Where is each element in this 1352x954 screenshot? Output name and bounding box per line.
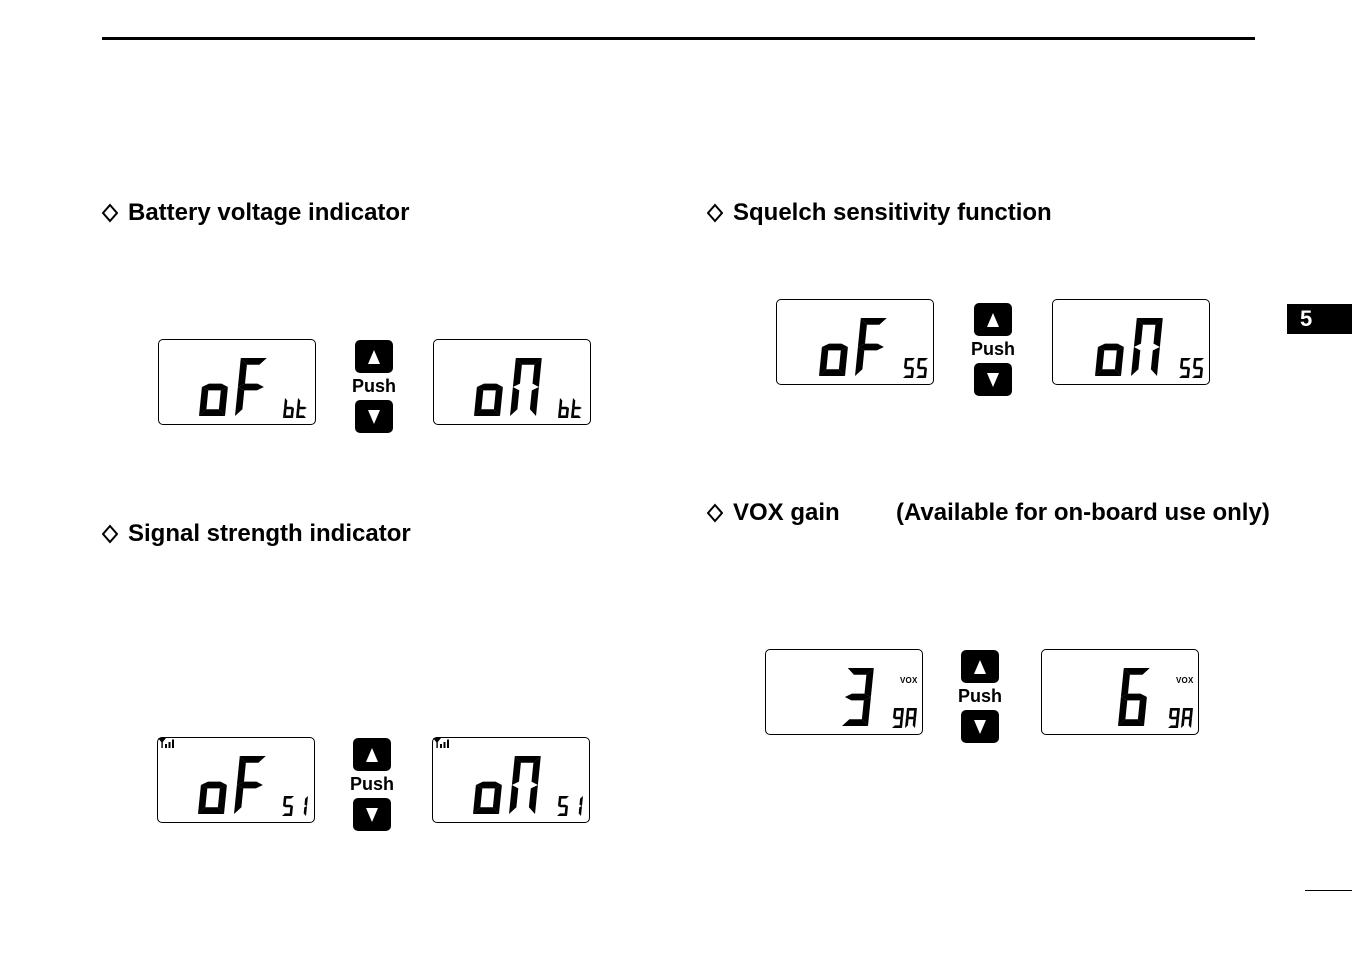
lcd-segment <box>559 398 562 408</box>
vox-heading <box>707 499 840 527</box>
push-label: Push <box>957 686 1002 706</box>
up-key-button[interactable] <box>355 340 393 373</box>
lcd-sub-readout <box>766 650 924 736</box>
push-label: Push <box>351 376 396 396</box>
vox-indicator-label: VOX <box>1176 676 1194 685</box>
lcd-sub-readout <box>434 340 592 426</box>
up-key-button[interactable] <box>974 303 1012 336</box>
squelch-lcd-on <box>1052 299 1210 385</box>
squelch-lcd-off <box>776 299 934 385</box>
push-label: Push <box>349 774 394 794</box>
lcd-segment <box>580 796 584 806</box>
vox-lcd-low <box>765 649 923 735</box>
lcd-segment <box>284 398 287 408</box>
squelch-push-control <box>970 303 1016 397</box>
down-arrow-icon <box>365 807 379 823</box>
down-arrow-icon <box>367 409 381 425</box>
down-arrow-icon <box>986 372 1000 388</box>
up-key-button[interactable] <box>353 738 391 771</box>
lcd-segment <box>297 398 300 408</box>
signal-heading <box>102 520 411 548</box>
lcd-segment <box>913 718 916 728</box>
diamond-icon <box>707 503 723 523</box>
signal-title: Signal strength indicator <box>128 520 411 547</box>
up-arrow-icon <box>986 312 1000 328</box>
lcd-segment <box>579 806 582 816</box>
lcd-segment <box>1181 718 1185 728</box>
chapter-tab <box>1287 304 1352 334</box>
lcd-sub-readout <box>159 340 317 426</box>
vox-lcd-high <box>1041 649 1199 735</box>
up-arrow-icon <box>365 747 379 763</box>
signal-push-control <box>349 738 395 832</box>
battery-push-control <box>351 340 397 434</box>
lcd-sub-readout <box>1053 300 1211 386</box>
battery-lcd-on <box>433 339 591 425</box>
up-arrow-icon <box>367 349 381 365</box>
down-arrow-icon <box>973 719 987 735</box>
vox-title: VOX gain <box>733 499 840 526</box>
chapter-number: 5 <box>1300 306 1313 331</box>
battery-lcd-off <box>158 339 316 425</box>
down-key-button[interactable] <box>355 400 393 433</box>
down-key-button[interactable] <box>961 710 999 743</box>
push-label: Push <box>970 339 1015 359</box>
vox-push-control <box>957 650 1003 744</box>
squelch-title: Squelch sensitivity function <box>733 199 1052 226</box>
signal-lcd-on <box>432 737 590 823</box>
diamond-icon <box>102 524 118 544</box>
lcd-sub-readout <box>777 300 935 386</box>
down-key-button[interactable] <box>974 363 1012 396</box>
lcd-segment <box>905 718 909 728</box>
up-arrow-icon <box>973 659 987 675</box>
lcd-sub-readout <box>433 738 591 824</box>
diamond-icon <box>102 203 118 223</box>
lcd-segment <box>305 796 309 806</box>
up-key-button[interactable] <box>961 650 999 683</box>
diamond-icon <box>707 203 723 223</box>
vox-indicator-label: VOX <box>900 676 918 685</box>
lcd-segment <box>572 398 575 408</box>
vox-note: (Available for on-board use only) <box>896 499 1270 526</box>
lcd-segment <box>304 806 307 816</box>
battery-title: Battery voltage indicator <box>128 199 410 226</box>
battery-heading <box>102 199 409 227</box>
footer-rule <box>1305 890 1352 891</box>
lcd-sub-readout <box>1042 650 1200 736</box>
top-rule <box>102 37 1255 40</box>
squelch-heading <box>707 199 1052 227</box>
down-key-button[interactable] <box>353 798 391 831</box>
lcd-sub-readout <box>158 738 316 824</box>
signal-lcd-off <box>157 737 315 823</box>
lcd-segment <box>1189 718 1192 728</box>
